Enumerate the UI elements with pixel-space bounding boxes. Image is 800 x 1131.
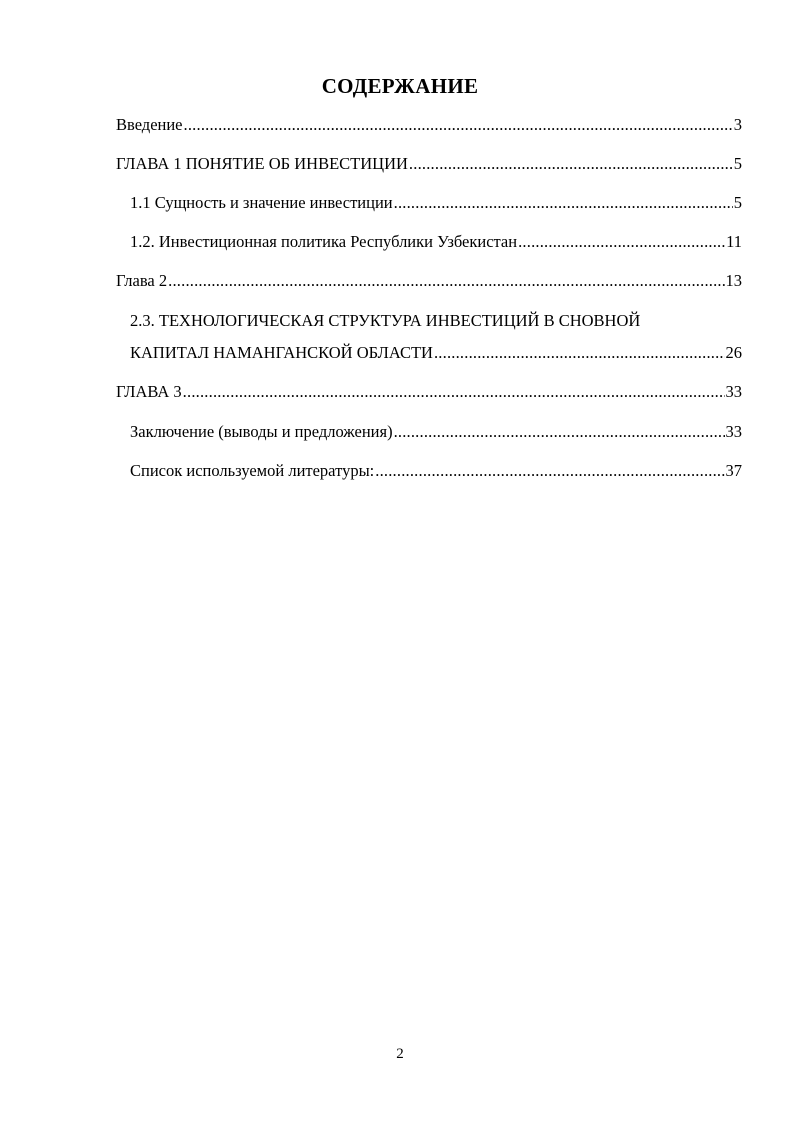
toc-entry-introduction[interactable] — [116, 115, 742, 135]
toc-entry-label: КАПИТАЛ НАМАНГАНСКОЙ ОБЛАСТИ — [130, 343, 433, 362]
toc-dot-leader — [168, 271, 724, 291]
toc-entry-page: 13 — [725, 271, 742, 290]
page-number: 2 — [396, 1046, 404, 1062]
toc-dot-leader — [394, 422, 725, 442]
toc-entry-chapter-2[interactable] — [116, 271, 742, 291]
toc-dot-leader — [375, 461, 724, 481]
toc-dot-leader — [394, 193, 733, 213]
toc-entry-page: 26 — [725, 343, 742, 362]
toc-dot-leader — [434, 343, 725, 363]
toc-dot-leader — [183, 382, 725, 402]
toc-title: СОДЕРЖАНИЕ — [321, 74, 479, 98]
toc-entry-chapter-1[interactable] — [116, 154, 742, 174]
toc-entry-page: 5 — [733, 154, 742, 173]
toc-entry-references[interactable] — [130, 461, 742, 481]
toc-entry-label: Заключение (выводы и предложения) — [130, 422, 393, 441]
toc-entry-page: 11 — [726, 232, 742, 251]
toc-dot-leader — [409, 154, 733, 174]
toc-entry-page: 37 — [725, 461, 742, 480]
toc-entry-label: ГЛАВА 3 — [116, 382, 182, 401]
toc-entry-page: 33 — [725, 422, 742, 441]
toc-entry-section-1-1[interactable] — [130, 193, 742, 213]
toc-entry-label: 1.1 Сущность и значение инвестиции — [130, 193, 393, 212]
toc-entry-section-2-3-line1[interactable]: 2.3. ТЕХНОЛОГИЧЕСКАЯ СТРУКТУРА ИНВЕСТИЦИЙ В СНОВНОЙ — [130, 311, 641, 330]
toc-entry-section-2-3[interactable] — [130, 343, 742, 363]
toc-dot-leader — [518, 232, 725, 252]
toc-entry-chapter-3[interactable] — [116, 382, 742, 402]
toc-entry-page: 5 — [733, 193, 742, 212]
toc-entry-label: Глава 2 — [116, 271, 168, 290]
toc-entry-conclusion[interactable] — [130, 422, 742, 442]
toc-entry-label: 1.2. Инвестиционная политика Республики Узбекистан — [130, 232, 518, 251]
toc-entry-page: 3 — [733, 115, 742, 134]
toc-entry-label: Список используемой литературы: — [130, 461, 375, 480]
toc-entry-section-1-2[interactable] — [130, 232, 742, 252]
toc-entry-label: Введение — [116, 115, 183, 134]
toc-dot-leader — [184, 115, 733, 135]
toc-entry-page: 33 — [725, 382, 742, 401]
toc-entry-label: ГЛАВА 1 ПОНЯТИЕ ОБ ИНВЕСТИЦИИ — [116, 154, 408, 173]
